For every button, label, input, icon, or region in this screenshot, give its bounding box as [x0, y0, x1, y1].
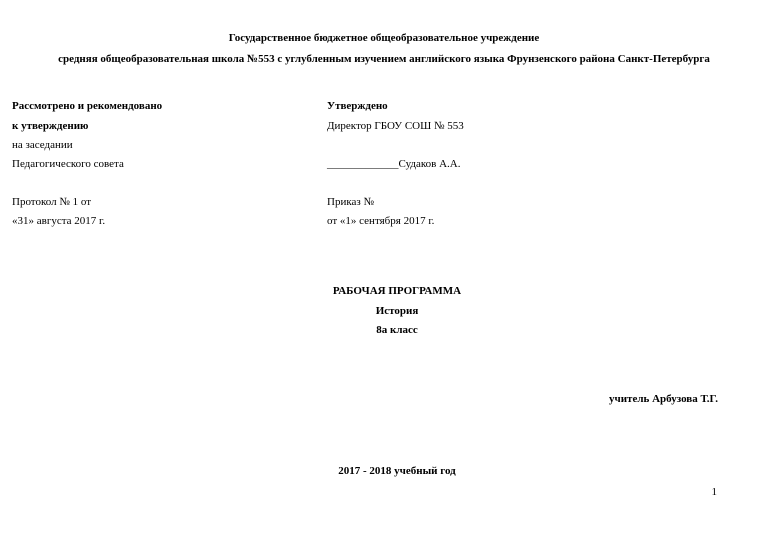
school-header-line1: Государственное бюджетное общеобразовательное учреждение: [228, 32, 540, 44]
program-title: РАБОЧАЯ ПРОГРАММА: [332, 285, 462, 297]
order-label: Приказ №: [327, 196, 374, 208]
protocol-date: «31» августа 2017 г.: [12, 215, 106, 227]
protocol-label: Протокол № 1 от: [12, 196, 91, 208]
order-date: от «1» сентября 2017 г.: [327, 215, 435, 227]
director-signature: _____________Судаков А.А.: [327, 158, 461, 170]
academic-year: 2017 - 2018 учебный год: [338, 465, 456, 477]
program-grade: 8а класс: [376, 324, 418, 336]
considered-title: Рассмотрено и рекомендовано: [12, 100, 163, 112]
approved-title: Утверждено: [327, 100, 388, 112]
pedagogical-council: Педагогического совета: [12, 158, 124, 170]
program-subject: История: [375, 305, 419, 317]
director-position: Директор ГБОУ СОШ № 553: [327, 120, 464, 132]
considered-title-cont: к утверждению: [12, 120, 89, 132]
page-number: 1: [711, 486, 717, 498]
teacher-name: учитель Арбузова Т.Г.: [609, 393, 718, 405]
school-header-line2: средняя общеобразовательная школа №553 с углубленным изучением английского языка Фрунзенского района Санкт-Петербурга: [58, 53, 710, 65]
considered-meeting: на заседании: [12, 139, 73, 151]
